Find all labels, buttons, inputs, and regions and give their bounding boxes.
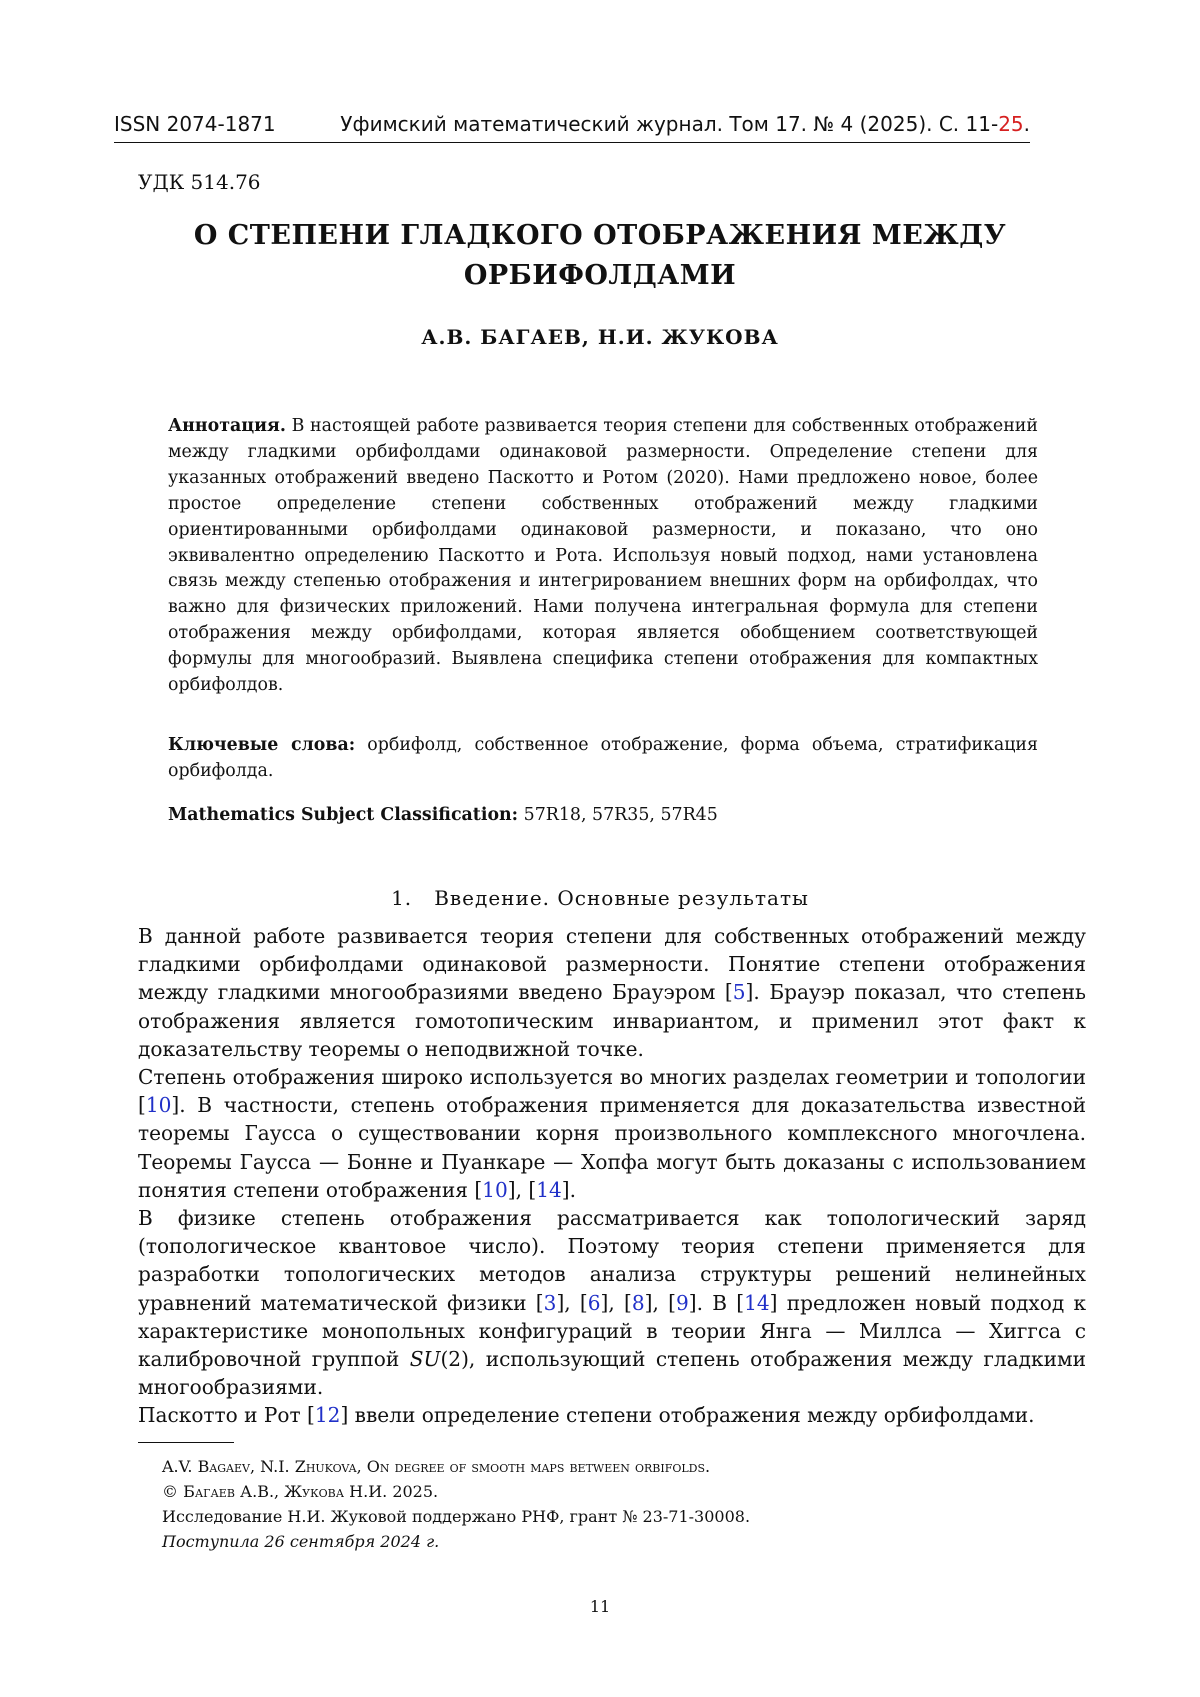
- msc-classification: [168, 803, 1038, 829]
- body-text: [138, 922, 1086, 1430]
- citation-link[interactable]: 10: [145, 1093, 172, 1118]
- citation-link[interactable]: 14: [744, 1290, 770, 1315]
- footnotes: [162, 1454, 1082, 1554]
- issn: ISSN 2074-1871: [114, 112, 276, 136]
- math-su: SU: [409, 1347, 441, 1372]
- paragraph-3: [138, 1204, 1086, 1401]
- authors: А.В. БАГАЕВ, Н.И. ЖУКОВА: [421, 325, 779, 349]
- citation-link[interactable]: 8: [631, 1290, 645, 1315]
- paragraph-2: [138, 1063, 1086, 1204]
- last-page-link[interactable]: 25: [998, 112, 1024, 136]
- section-heading: 1. Введение. Основные результаты: [391, 886, 809, 910]
- text-run: ], [: [600, 1290, 632, 1315]
- footnote-received: Поступила 26 сентября 2024 г.: [162, 1532, 440, 1551]
- abstract: [168, 414, 1038, 699]
- text-run: ] предложен новый подход к характеристике монопольных конфигураций в теории Янга — Миллса — Хиггса с калибровочной группой: [138, 1290, 1087, 1372]
- udk-code: УДК 514.76: [138, 170, 261, 194]
- title-line-2: ОРБИФОЛДАМИ: [463, 260, 737, 291]
- text-run: (2), использующий степень отображения между гладкими многообразиями.: [138, 1347, 1086, 1400]
- footnote-english-title: A.V. Bagaev, N.I. Zhukova, On degree of smooth maps between orbifolds.: [162, 1457, 711, 1476]
- paragraph-1: [138, 922, 1086, 1063]
- journal-reference-end: .: [1023, 112, 1030, 136]
- text-run: Паскотто и Рот [: [138, 1403, 315, 1428]
- abstract-text: В настоящей работе развивается теория степени для собственных отображений между гладкими орбифолдами одинаковой размерности. Определение степени для указанных отображений введено Паскотто и Ротом (2020). Нами предложено новое, более простое определение степени собственных отображений между гладкими ориентированными орбифолдами одинаковой размерности, и показано, что оно эквивалентно определению Паскотто и Рота. Используя новый подход, нами установлена связь между степенью отображения и интегрированием внешних форм на орбифолдах, что важно для физических приложений. Нами получена интегральная формула для степени отображения между орбифолдами, которая является обобщением соответствующей формулы для многообразий. Выявлена специфика степени отображения для компактных орбифолдов.: [168, 416, 1038, 696]
- keywords-text: орбифолд, собственное отображение, форма объема, стратификация орбифолда.: [168, 735, 1038, 781]
- footnote-copyright: © Багаев А.В., Жукова Н.И. 2025.: [162, 1482, 439, 1501]
- keywords-label: Ключевые слова:: [168, 735, 356, 755]
- text-run: ]. В [: [688, 1290, 745, 1315]
- citation-link[interactable]: 10: [482, 1177, 508, 1202]
- footnote-rule: [138, 1442, 234, 1443]
- header-rule: [114, 142, 1030, 143]
- running-header: [114, 112, 1030, 142]
- page-number: 11: [589, 1597, 611, 1616]
- text-run: ], [: [507, 1177, 537, 1202]
- keywords: [168, 733, 1038, 785]
- text-run: ].: [561, 1177, 577, 1202]
- msc-label: Mathematics Subject Classification:: [168, 805, 519, 825]
- text-run: ] ввели определение степени отображения между орбифолдами.: [340, 1403, 1035, 1428]
- msc-text: 57R18, 57R35, 57R45: [518, 805, 718, 825]
- paper-title: [114, 216, 1086, 296]
- citation-link[interactable]: 9: [675, 1290, 689, 1315]
- footnote-funding: Исследование Н.И. Жуковой поддержано РНФ, грант № 23-71-30008.: [162, 1507, 751, 1526]
- paragraph-4: [138, 1401, 1086, 1429]
- title-line-1: О СТЕПЕНИ ГЛАДКОГО ОТОБРАЖЕНИЯ МЕЖДУ: [193, 220, 1007, 251]
- citation-link[interactable]: 6: [587, 1290, 601, 1315]
- citation-link[interactable]: 5: [732, 980, 746, 1005]
- citation-link[interactable]: 12: [314, 1403, 341, 1428]
- abstract-label: Аннотация.: [168, 416, 286, 436]
- journal-reference: [340, 112, 1030, 136]
- citation-link[interactable]: 14: [536, 1177, 562, 1202]
- text-run: ], [: [644, 1290, 676, 1315]
- text-run: В данной работе развивается теория степени для собственных отображений между гладкими орбифолдами одинаковой размерности. Понятие степени отображения между гладкими многообразиями введено Брауэром [: [138, 924, 1086, 1005]
- text-run: Степень отображения широко используется во многих разделах геометрии и топологии [: [138, 1065, 1086, 1118]
- journal-reference-text: Уфимский математический журнал. Том 17. № 4 (2025). С. 11-: [340, 112, 999, 136]
- text-run: ], [: [556, 1290, 588, 1315]
- text-run: ]. В частности, степень отображения применяется для доказательства известной теоремы Гаусса о существовании корня произвольного комплексного многочлена. Теоремы Гаусса — Бонне и Пуанкаре — Хопфа могут быть доказаны с использованием понятия степени отображения [: [138, 1093, 1086, 1202]
- text-run: ]. Брауэр показал, что степень отображения является гомотопическим инвариантом, и применил этот факт к доказательству теоремы о неподвижной точке.: [138, 980, 1086, 1061]
- citation-link[interactable]: 3: [543, 1290, 557, 1315]
- text-run: В физике степень отображения рассматривается как топологический заряд (топологическое квантовое число). Поэтому теория степени применяется для разработки топологических методов анализа структуры решений нелинейных уравнений математической физики [: [138, 1206, 1086, 1315]
